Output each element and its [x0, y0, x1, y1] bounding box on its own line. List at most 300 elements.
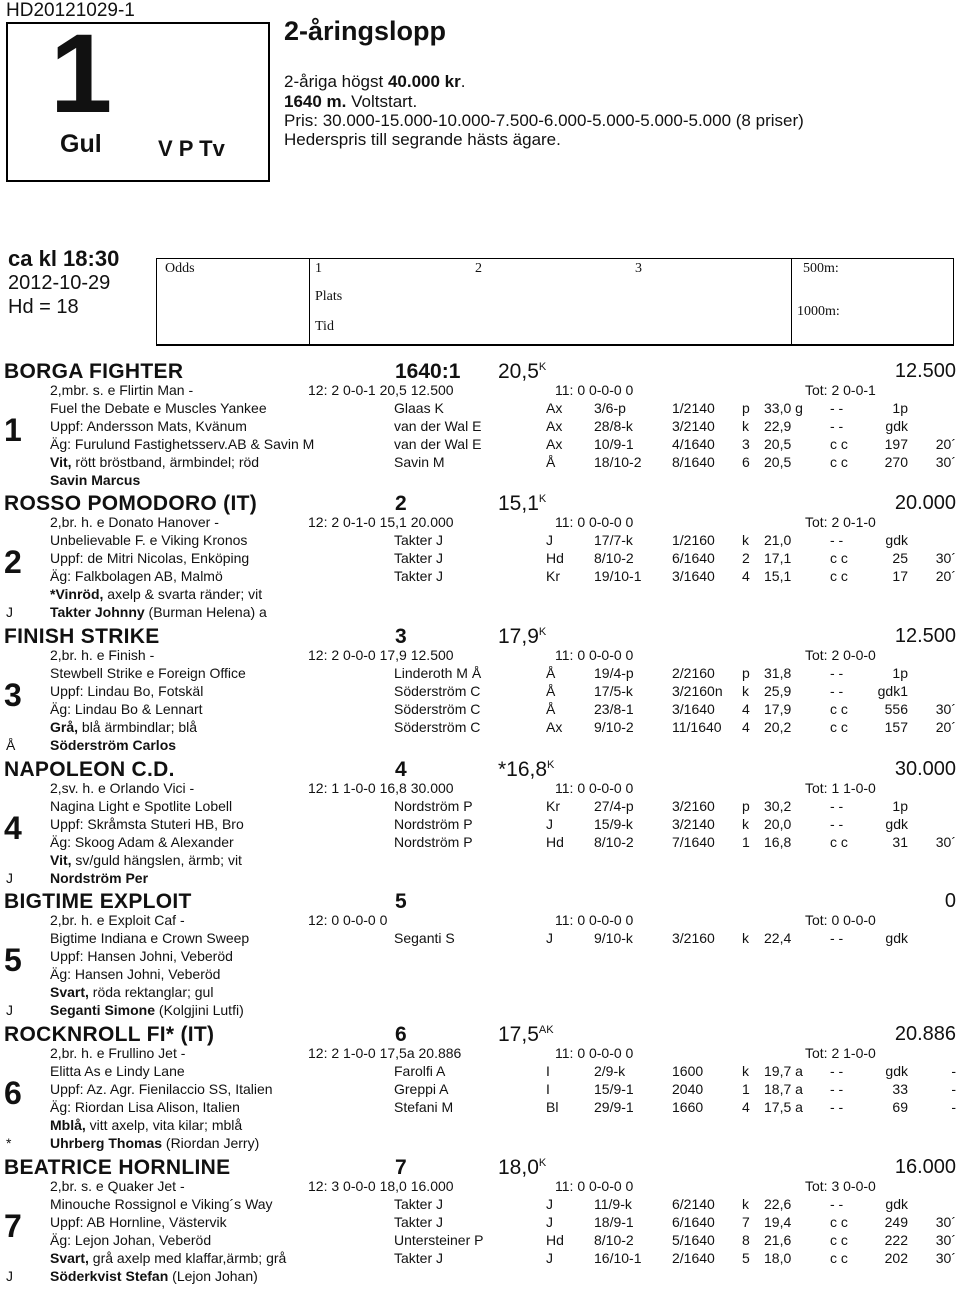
horse-owner: Äg: Falkbolagen AB, Malmö [50, 568, 223, 584]
start-cell: p [742, 665, 750, 681]
horse-record [498, 492, 546, 516]
start-cell: k [742, 1063, 749, 1079]
start-cell: Takter J [394, 1250, 444, 1266]
start-cell: 25 [892, 550, 908, 566]
horse-earnings: 16.000 [894, 1156, 956, 1178]
horse-stats: 11: 0 0-0-0 0 [555, 780, 634, 796]
colors-detail: rött bröstband, ärmbindel; röd [71, 454, 260, 470]
start-number: 6 [4, 1075, 22, 1111]
start-cell: 3/1640 [672, 568, 715, 584]
driver-name: Uhrberg Thomas [50, 1135, 163, 1151]
driver-letter: Å [6, 737, 16, 753]
record-suffix: K [538, 1157, 547, 1169]
race-title: 2-åringslopp [284, 16, 447, 46]
start-cell: 1/2140 [672, 400, 715, 416]
driver-letter: J [6, 604, 13, 620]
horse-pedigree: Fuel the Debate e Muscles Yankee [50, 400, 267, 416]
start-cell: 6/2140 [672, 1196, 715, 1212]
start-cell: 15/9-k [594, 816, 633, 832]
colors-detail: röda rektanglar; gul [88, 984, 214, 1000]
horse-entry [0, 758, 960, 888]
race-date: 2012-10-29 [8, 272, 111, 294]
race-games: V P Tv [158, 136, 225, 161]
start-cell: Stefani M [394, 1099, 454, 1115]
colors-detail: vitt axelp, vita kilar; mblå [85, 1117, 243, 1133]
start-cell: c c [830, 568, 848, 584]
start-cell: 1p [892, 400, 908, 416]
horse-stats: 12: 0 0-0-0 0 [308, 912, 388, 928]
colors-detail: axelp & svarta ränder; vit [103, 586, 263, 602]
start-cell: gdk [885, 816, 908, 832]
start-cell: gdk [885, 1063, 908, 1079]
start-cell: 1 [742, 834, 750, 850]
horse-record [498, 360, 546, 384]
plats-label: Plats [315, 289, 343, 304]
horse-stats: Tot: 3 0-0-0 [805, 1178, 876, 1194]
start-cell: c c [830, 550, 848, 566]
start-cell: 17/5-k [594, 683, 633, 699]
horse-distance-number: 4 [395, 758, 407, 781]
horse-owner: Äg: Furulund Fastighetsserv.AB & Savin M [50, 436, 315, 452]
horse-driver [50, 737, 176, 753]
start-cell: Ax [546, 418, 563, 434]
start-cell: Takter J [394, 532, 444, 548]
start-cell: 33 [892, 1081, 908, 1097]
start-cell: 8/10-2 [594, 834, 634, 850]
record-suffix: AK [538, 1024, 554, 1036]
start-cell: 20,2 [764, 719, 792, 735]
start-cell: Takter J [394, 550, 444, 566]
start-cell: 222 [884, 1232, 908, 1248]
horse-breeder: Uppf: Skråmsta Stuteri HB, Bro [50, 816, 244, 832]
start-cell: - - [830, 665, 844, 681]
start-cell: Seganti S [394, 930, 455, 946]
start-cell: 29/9-1 [594, 1099, 634, 1115]
horse-distance-number: 3 [395, 625, 407, 648]
race-prizes: Pris: 30.000-15.000-10.000-7.500-6.000-5.000-5.000-5.000 (8 priser) [284, 111, 804, 130]
horse-name: BORGA FIGHTER [4, 360, 184, 383]
start-cell: 1600 [672, 1063, 704, 1079]
horse-owner: Äg: Lindau Bo & Lennart [50, 701, 203, 717]
start-cell: 1/2160 [672, 532, 715, 548]
horse-stats: Tot: 0 0-0-0 [805, 912, 876, 928]
horse-owner: Äg: Lejon Johan, Veberöd [50, 1232, 212, 1248]
start-cell: 3/2140 [672, 418, 715, 434]
start-cell: - - [830, 1063, 844, 1079]
start-cell: 22,9 [764, 418, 792, 434]
start-cell: J [546, 1196, 553, 1212]
start-cell: - - [830, 532, 844, 548]
start-number: 5 [4, 942, 22, 978]
start-cell: 8/1640 [672, 454, 715, 470]
horse-driver [50, 604, 267, 620]
start-cell: 2/1640 [672, 1250, 715, 1266]
start-cell: c c [830, 436, 848, 452]
start-cell: van der Wal E [394, 418, 482, 434]
start-cell: - - [830, 400, 844, 416]
start-cell: 20,0 [764, 816, 792, 832]
start-cell: c c [830, 1250, 848, 1266]
start-cell: k [742, 1196, 749, 1212]
start-cell: - [951, 1099, 956, 1115]
horse-breeder: Uppf: Andersson Mats, Kvänum [50, 418, 247, 434]
horse-earnings: 12.500 [894, 360, 956, 382]
horse-stats: 11: 0 0-0-0 0 [555, 1178, 634, 1194]
start-cell: van der Wal E [394, 436, 482, 452]
horse-stats: 12: 2 0-0-0 17,9 12.500 [308, 647, 454, 663]
start-cell: Hd [546, 550, 564, 566]
horse-stats: 11: 0 0-0-0 0 [555, 514, 634, 530]
horse-colors [50, 719, 197, 735]
start-cell: Söderström C [394, 701, 481, 717]
record-suffix: K [538, 361, 547, 373]
start-cell: 21,0 [764, 532, 792, 548]
record-suffix: K [538, 493, 547, 505]
start-cell: gdk1 [877, 683, 908, 699]
horse-entry [0, 1156, 960, 1286]
start-cell: 8/10-2 [594, 1232, 634, 1248]
record-value: 17,9 [498, 625, 539, 648]
start-cell: I [546, 1081, 550, 1097]
start-cell: 197 [884, 436, 908, 452]
start-cell: J [546, 532, 553, 548]
horse-pedigree: Unbelievable F. e Viking Kronos [50, 532, 248, 548]
horse-distance-number: 2 [395, 492, 407, 515]
start-cell: 20´ [935, 719, 956, 735]
start-cell: 33,0 g [764, 400, 803, 416]
start-number: 4 [4, 810, 22, 846]
start-cell: 4/1640 [672, 436, 715, 452]
driver-name: Nordström Per [50, 870, 149, 886]
start-cell: Takter J [394, 568, 444, 584]
horse-colors [50, 984, 213, 1000]
start-cell: 16/10-1 [594, 1250, 642, 1266]
colors-detail: blå ärmbindlar; blå [78, 719, 198, 735]
start-cell: J [546, 1250, 553, 1266]
driver-trainer: (Riordan Jerry) [162, 1135, 260, 1151]
horse-record [498, 625, 546, 649]
split-1000-label: 1000m: [797, 304, 840, 319]
start-cell: 556 [884, 701, 908, 717]
horse-stats: 2,sv. h. e Orlando Vici - [50, 780, 195, 796]
horse-earnings: 30.000 [894, 758, 956, 780]
start-cell: Savin M [394, 454, 445, 470]
horse-stats: Tot: 2 0-0-0 [805, 647, 876, 663]
start-cell: Hd [546, 834, 564, 850]
start-cell: Ax [546, 719, 563, 735]
horse-colors [50, 1117, 242, 1133]
horse-name: ROCKNROLL FI* (IT) [4, 1023, 215, 1046]
start-cell: 1660 [672, 1099, 704, 1115]
start-cell: Farolfi A [394, 1063, 446, 1079]
record-value: 18,0 [498, 1156, 539, 1179]
start-time: ca kl 18:30 [8, 246, 120, 271]
horse-stats: 2,br. h. e Donato Hanover - [50, 514, 219, 530]
driver-letter: * [6, 1135, 12, 1151]
start-cell: k [742, 418, 749, 434]
start-cell: Söderström C [394, 719, 481, 735]
start-cell: 22,4 [764, 930, 792, 946]
horse-entry [0, 360, 960, 490]
driver-name: Savin Marcus [50, 472, 141, 488]
horse-stats: Tot: 2 1-0-0 [805, 1045, 876, 1061]
horse-earnings: 20.000 [894, 492, 956, 514]
race-conditions: 2-åriga högst 40.000 kr. [284, 72, 466, 91]
horse-stats: 2,mbr. s. e Flirtin Man - [50, 382, 194, 398]
place-2-label: 2 [475, 261, 482, 276]
start-cell: 28/8-k [594, 418, 633, 434]
horse-owner: Äg: Riordan Lisa Alison, Italien [50, 1099, 240, 1115]
start-cell: 3/2160 [672, 798, 715, 814]
horse-stats: 2,br. s. e Quaker Jet - [50, 1178, 185, 1194]
start-cell: Nordström P [394, 816, 473, 832]
start-cell: Bl [546, 1099, 559, 1115]
horse-earnings: 12.500 [894, 625, 956, 647]
start-cell: J [546, 1214, 553, 1230]
start-cell: 4 [742, 568, 750, 584]
driver-name: Söderström Carlos [50, 737, 177, 753]
start-cell: Å [546, 701, 556, 717]
start-cell: - [951, 1063, 956, 1079]
start-cell: 30´ [935, 454, 956, 470]
start-cell: 3/6-p [594, 400, 626, 416]
start-cell: Takter J [394, 1214, 444, 1230]
horse-breeder: Uppf: Hansen Johni, Veberöd [50, 948, 233, 964]
document-id: HD20121029-1 [6, 0, 135, 21]
driver-letter: J [6, 870, 13, 886]
result-box [156, 258, 954, 346]
start-cell: I [546, 1063, 550, 1079]
horse-entry [0, 625, 960, 755]
start-cell: k [742, 816, 749, 832]
start-cell: 17,1 [764, 550, 792, 566]
start-cell: c c [830, 719, 848, 735]
horse-stats: Tot: 2 0-0-1 [805, 382, 876, 398]
driver-letter: J [6, 1002, 13, 1018]
start-cell: 7/1640 [672, 834, 715, 850]
start-cell: 18,7 a [764, 1081, 803, 1097]
horse-owner: Äg: Skoog Adam & Alexander [50, 834, 234, 850]
horse-colors [50, 586, 262, 602]
driver-trainer: (Burman Helena) a [144, 604, 267, 620]
colors-main: Vit, [50, 454, 72, 470]
horse-stats: 12: 3 0-0-0 18,0 16.000 [308, 1178, 454, 1194]
start-cell: Å [546, 665, 556, 681]
horse-breeder: Uppf: Az. Agr. Fienilaccio SS, Italien [50, 1081, 273, 1097]
horse-earnings: 20.886 [894, 1023, 956, 1045]
start-cell: - - [830, 1099, 844, 1115]
start-cell: c c [830, 1214, 848, 1230]
start-cell: 19,4 [764, 1214, 792, 1230]
start-cell: Ax [546, 400, 563, 416]
start-cell: 4 [742, 719, 750, 735]
horse-distance-number: 5 [395, 890, 407, 913]
start-cell: 2 [742, 550, 750, 566]
horse-distance-number: 7 [395, 1156, 407, 1179]
colors-main: Svart, [50, 1250, 89, 1266]
driver-name: Takter Johnny [50, 604, 145, 620]
race-hd: Hd = 18 [8, 296, 79, 318]
start-cell: Greppi A [394, 1081, 449, 1097]
colors-main: Grå, [50, 719, 79, 735]
start-cell: 249 [884, 1214, 908, 1230]
horse-stats: 12: 2 1-0-0 17,5a 20.886 [308, 1045, 462, 1061]
start-cell: Takter J [394, 1196, 444, 1212]
horse-distance-number: 6 [395, 1023, 407, 1046]
horse-pedigree: Elitta As e Lindy Lane [50, 1063, 185, 1079]
start-cell: 30´ [935, 1250, 956, 1266]
horse-pedigree: Nagina Light e Spotlite Lobell [50, 798, 233, 814]
colors-detail: grå axelp med klaffar,ärmb; grå [88, 1250, 287, 1266]
start-cell: 2/2160 [672, 665, 715, 681]
horse-colors [50, 852, 242, 868]
start-cell: p [742, 400, 750, 416]
start-cell: Glaas K [394, 400, 444, 416]
start-cell: 30´ [935, 1214, 956, 1230]
start-cell: Söderström C [394, 683, 481, 699]
start-cell: 3/1640 [672, 701, 715, 717]
horse-stats: 12: 1 1-0-0 16,8 30.000 [308, 780, 454, 796]
tid-label: Tid [315, 319, 334, 334]
start-cell: gdk [885, 418, 908, 434]
start-cell: 21,6 [764, 1232, 792, 1248]
start-cell: 19/4-p [594, 665, 634, 681]
start-cell: 3/2160n [672, 683, 723, 699]
horse-breeder: Uppf: AB Hornline, Västervik [50, 1214, 227, 1230]
horse-driver [50, 1268, 258, 1284]
start-cell: 18/10-2 [594, 454, 642, 470]
start-number: 3 [4, 677, 22, 713]
start-cell: 15/9-1 [594, 1081, 634, 1097]
start-cell: - - [830, 1196, 844, 1212]
horse-stats: 2,br. h. e Finish - [50, 647, 155, 663]
start-cell: Untersteiner P [394, 1232, 484, 1248]
driver-trainer: (Kolgjini Lutfi) [155, 1002, 244, 1018]
start-cell: 17 [892, 568, 908, 584]
record-suffix: K [547, 759, 555, 771]
race-honor-prize: Hederspris till segrande hästs ägare. [284, 130, 561, 149]
race-number: 1 [50, 11, 113, 136]
start-cell: - - [830, 798, 844, 814]
start-cell: Hd [546, 1232, 564, 1248]
start-cell: Linderoth M Å [394, 665, 482, 681]
start-cell: Ax [546, 436, 563, 452]
start-cell: - - [830, 930, 844, 946]
start-cell: - - [830, 418, 844, 434]
horse-stats: 2,br. h. e Frullino Jet - [50, 1045, 186, 1061]
horse-stats: 12: 2 0-0-1 20,5 12.500 [308, 382, 454, 398]
start-cell: 1 [742, 1081, 750, 1097]
start-cell: c c [830, 454, 848, 470]
start-cell: 31 [892, 834, 908, 850]
start-cell: 10/9-1 [594, 436, 634, 452]
start-cell: 9/10-k [594, 930, 633, 946]
start-cell: 19/10-1 [594, 568, 642, 584]
colors-main: Svart, [50, 984, 89, 1000]
start-cell: 270 [884, 454, 908, 470]
start-cell: c c [830, 701, 848, 717]
start-cell: 16,8 [764, 834, 792, 850]
start-cell: 30´ [935, 1232, 956, 1248]
start-cell: 3/2160 [672, 930, 715, 946]
start-cell: 27/4-p [594, 798, 634, 814]
driver-name: Söderkvist Stefan [50, 1268, 169, 1284]
start-cell: Nordström P [394, 834, 473, 850]
colors-main: Mblå, [50, 1117, 86, 1133]
start-cell: 4 [742, 1099, 750, 1115]
horse-distance-number: 1640:1 [395, 360, 461, 383]
start-cell: 30´ [935, 701, 956, 717]
start-cell: 23/8-1 [594, 701, 634, 717]
start-cell: 20,5 [764, 454, 792, 470]
start-cell: c c [830, 1232, 848, 1248]
start-cell: 17,5 a [764, 1099, 803, 1115]
horse-earnings: 0 [944, 890, 956, 912]
colors-main: Vit, [50, 852, 72, 868]
race-distance: 1640 m. Voltstart. [284, 92, 418, 111]
horse-name: BIGTIME EXPLOIT [4, 890, 192, 913]
start-cell: p [742, 798, 750, 814]
start-cell: 20,5 [764, 436, 792, 452]
start-cell: 5/1640 [672, 1232, 715, 1248]
start-cell: 15,1 [764, 568, 792, 584]
horse-stats: Tot: 1 1-0-0 [805, 780, 876, 796]
start-cell: 2/9-k [594, 1063, 626, 1079]
horse-breeder: Uppf: de Mitri Nicolas, Enköping [50, 550, 250, 566]
start-cell: 1p [892, 665, 908, 681]
horse-stats: 11: 0 0-0-0 0 [555, 382, 634, 398]
horse-record [498, 758, 554, 782]
horse-driver [50, 1135, 259, 1151]
start-cell: 6 [742, 454, 750, 470]
horse-name: ROSSO POMODORO (IT) [4, 492, 258, 515]
start-cell: Å [546, 683, 556, 699]
start-cell: Å [546, 454, 556, 470]
start-cell: 157 [884, 719, 908, 735]
start-cell: 3 [742, 436, 750, 452]
horse-stats: 11: 0 0-0-0 0 [555, 647, 634, 663]
horse-stats: 11: 0 0-0-0 0 [555, 1045, 634, 1061]
start-cell: Kr [546, 798, 560, 814]
start-cell: 9/10-2 [594, 719, 634, 735]
start-cell: c c [830, 834, 848, 850]
horse-name: BEATRICE HORNLINE [4, 1156, 231, 1179]
start-cell: 22,6 [764, 1196, 792, 1212]
driver-trainer: (Lejon Johan) [168, 1268, 258, 1284]
horse-pedigree: Minouche Rossignol e Viking´s Way [50, 1196, 273, 1212]
start-cell: 30´ [935, 550, 956, 566]
horse-entry [0, 492, 960, 622]
horse-driver [50, 472, 140, 488]
start-cell: 69 [892, 1099, 908, 1115]
start-cell: 4 [742, 701, 750, 717]
start-cell: 8 [742, 1232, 750, 1248]
driver-name: Seganti Simone [50, 1002, 156, 1018]
start-cell: 30´ [935, 834, 956, 850]
start-cell: 17,9 [764, 701, 792, 717]
start-number: 1 [4, 412, 22, 448]
start-cell: J [546, 816, 553, 832]
place-1-label: 1 [315, 261, 322, 276]
race-color: Gul [60, 130, 102, 158]
record-value: 15,1 [498, 492, 539, 515]
start-cell: 8/10-2 [594, 550, 634, 566]
colors-detail: sv/guld hängslen, ärmb; vit [71, 852, 242, 868]
start-cell: 5 [742, 1250, 750, 1266]
start-cell: gdk [885, 930, 908, 946]
horse-driver [50, 870, 148, 886]
start-cell: 18/9-1 [594, 1214, 634, 1230]
